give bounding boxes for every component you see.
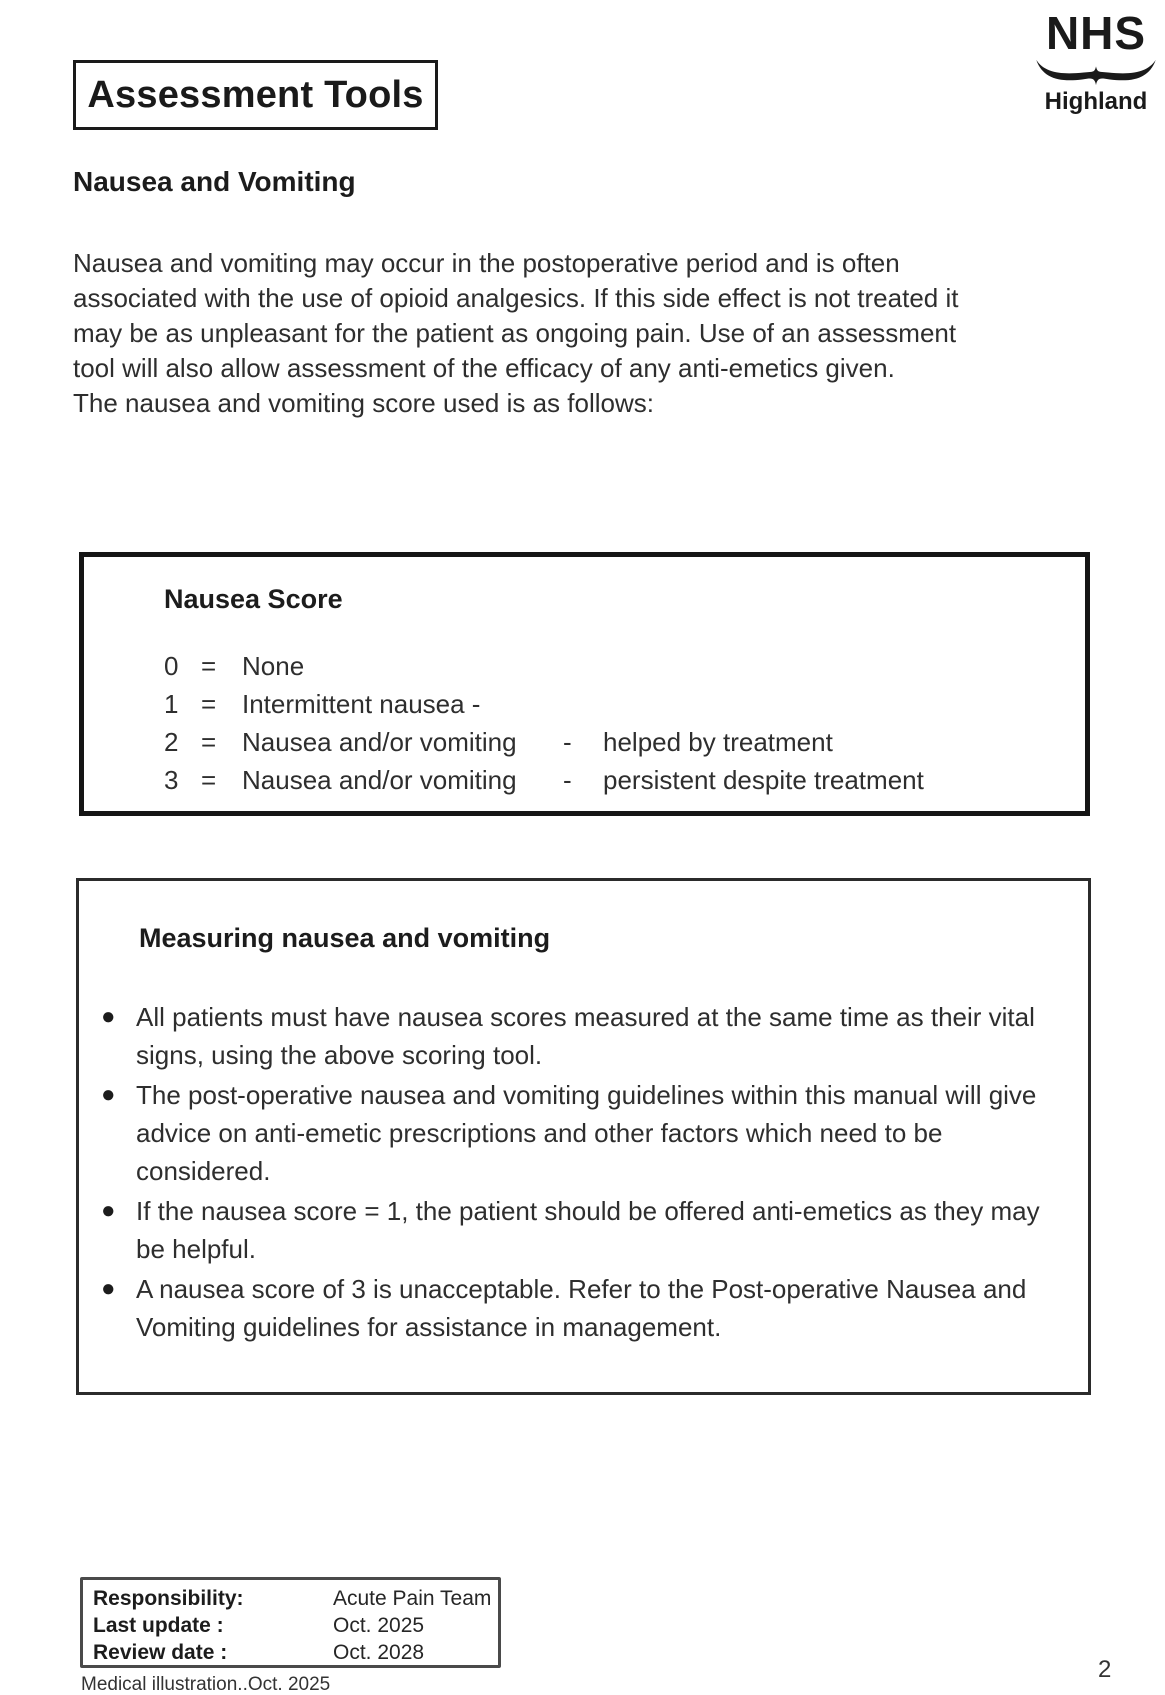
medical-illustration-note: Medical illustration..Oct. 2025: [81, 1674, 331, 1695]
nausea-score-rows: [164, 647, 1085, 799]
intro-line: associated with the use of opioid analgesics. If this side effect is not treated it: [73, 283, 959, 313]
bullet-icon: ●: [101, 1081, 116, 1108]
bullet-item: [101, 1076, 1088, 1190]
score-equals: =: [201, 689, 217, 719]
score-description: Intermittent nausea -: [242, 689, 481, 719]
score-dash: [563, 685, 603, 723]
score-dash: -: [563, 765, 572, 795]
nhs-region-text: Highland: [1044, 88, 1148, 115]
score-equals: =: [201, 765, 217, 795]
responsibility-value: Acute Pain Team: [333, 1587, 492, 1610]
score-description: Nausea and/or vomiting: [242, 727, 517, 757]
page-number: 2: [1098, 1656, 1112, 1683]
bullet-icon: ●: [101, 1003, 116, 1030]
measuring-nausea-box: [76, 878, 1091, 1395]
score-description: Nausea and/or vomiting: [242, 765, 517, 795]
measuring-title: Measuring nausea and vomiting: [139, 923, 551, 953]
bullet-item: [101, 998, 1088, 1074]
bullet-icon: ●: [101, 1275, 116, 1302]
score-dash: [563, 647, 603, 685]
bullet-text: All patients must have nausea scores measured at the same time as their vital signs, using the above scoring tool.: [136, 1002, 1035, 1070]
nhs-logo-text: NHS: [1045, 7, 1147, 59]
intro-line: tool will also allow assessment of the efficacy of any anti-emetics given.: [73, 353, 895, 383]
score-equals: =: [201, 727, 217, 757]
score-value: 1: [164, 689, 179, 719]
intro-line: The nausea and vomiting score used is as follows:: [73, 388, 654, 418]
table-row: [93, 1612, 490, 1639]
score-row: [164, 685, 1085, 723]
review-date-value: Oct. 2028: [333, 1641, 425, 1664]
assessment-tools-badge: [73, 60, 438, 130]
score-row: [164, 647, 1085, 685]
nausea-score-box: [79, 552, 1090, 816]
last-update-label: Last update :: [93, 1614, 224, 1637]
assessment-tools-label: Assessment Tools: [87, 73, 424, 116]
score-row: [164, 723, 1085, 761]
score-qualifier: [603, 685, 1085, 723]
score-row: [164, 761, 1085, 799]
nhs-swoosh-icon: [1029, 58, 1163, 86]
score-value: 2: [164, 727, 179, 757]
intro-paragraph: [73, 246, 1093, 421]
bullet-icon: ●: [101, 1197, 116, 1224]
measuring-bullet-list: [101, 998, 1088, 1346]
bullet-text: The post-operative nausea and vomiting guidelines within this manual will give advice on anti-emetic prescriptions and other factors which need to be considered.: [136, 1080, 1037, 1186]
section-title: Nausea and Vomiting: [73, 166, 356, 197]
table-row: [93, 1585, 490, 1612]
score-equals: =: [201, 651, 217, 681]
score-qualifier: [603, 647, 1085, 685]
table-row: [93, 1639, 490, 1666]
document-control-table: [80, 1577, 501, 1668]
score-dash: -: [563, 727, 572, 757]
bullet-item: [101, 1270, 1088, 1346]
bullet-text: If the nausea score = 1, the patient should be offered anti-emetics as they may be helpful.: [136, 1196, 1040, 1264]
score-value: 0: [164, 651, 179, 681]
review-date-label: Review date :: [93, 1641, 228, 1664]
responsibility-label: Responsibility:: [93, 1587, 244, 1610]
bullet-text: A nausea score of 3 is unacceptable. Refer to the Post-operative Nausea and Vomiting guidelines for assistance in management.: [136, 1274, 1027, 1342]
score-qualifier: persistent despite treatment: [603, 765, 924, 795]
last-update-value: Oct. 2025: [333, 1614, 425, 1637]
nhs-highland-logo: [1028, 7, 1164, 116]
intro-line: Nausea and vomiting may occur in the postoperative period and is often: [73, 248, 900, 278]
intro-line: may be as unpleasant for the patient as ongoing pain. Use of an assessment: [73, 318, 957, 348]
score-value: 3: [164, 765, 179, 795]
bullet-item: [101, 1192, 1088, 1268]
score-qualifier: helped by treatment: [603, 727, 833, 757]
nausea-score-title: Nausea Score: [164, 584, 343, 614]
score-description: None: [242, 651, 305, 681]
